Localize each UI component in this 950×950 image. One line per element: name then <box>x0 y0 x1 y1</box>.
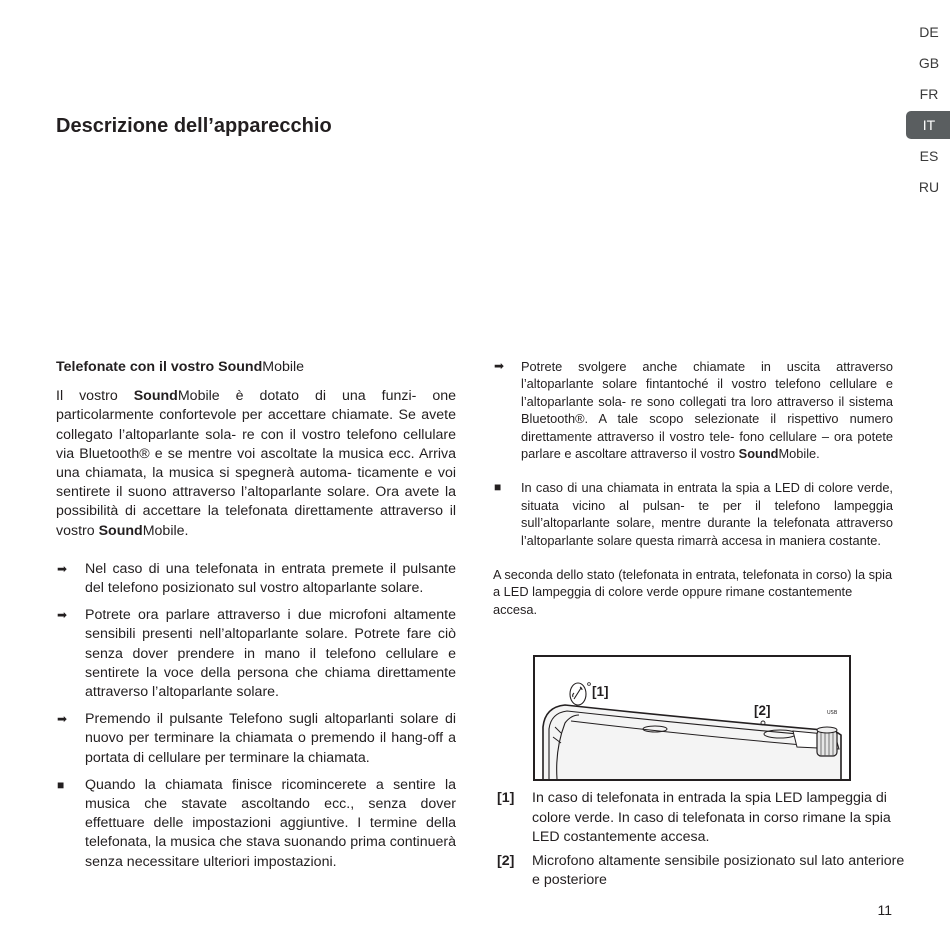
arrow-right-icon: ➡ <box>57 712 68 727</box>
figure-legend <box>497 789 907 895</box>
lang-tab-ru[interactable]: RU <box>918 179 940 195</box>
lang-tab-fr[interactable]: FR <box>919 86 939 102</box>
arrow-right-icon: ➡ <box>494 359 505 373</box>
callout-label-1: [1] <box>592 684 609 699</box>
arrow-right-icon: ➡ <box>57 561 68 576</box>
language-tabs <box>906 18 950 204</box>
lang-tab-gb[interactable]: GB <box>918 55 940 71</box>
intro-text-1: Il vostro <box>56 388 134 405</box>
square-bullet-icon: ■ <box>57 777 65 792</box>
list-item-text: Nel caso di una telefonata in entrata premete il pulsante del telefono posizionato sul vostro altoparlante solare. <box>85 560 456 597</box>
led-summary-paragraph: A seconda dello stato (telefonata in entrata, telefonata in corso) la spia a LED lampeggia di colore verde oppure rimane costantemente accesa. <box>493 567 893 617</box>
list-item-text: Quando la chiamata finisce ricomincerete a sentire la musica che stavate ascoltando ecc., senza dover effettuare delle impostazioni aggiuntive. I termine della telefonata, la musica che stava suonando prima continuerà senza necessitare ulteriori impostazioni. <box>85 776 456 870</box>
intro-text-2: Mobile è dotato di una funzi- one particolarmente confortevole per accettare chiamate. Se avete collegato l’altoparlante sola- re con il vostro telefono cellulare via Bluetooth® e se mentre voi ascoltate la musica ecc. Arriva una chiamata, la musica si spegnerà automa- ticamente e voi sentirete il suono attraverso l’altoparlante solare. Ora avete la possibilità di accettare la telefonata direttamente attraverso il vostro <box>56 388 456 539</box>
legend-key: [2] <box>497 852 515 869</box>
lang-tab-de[interactable]: DE <box>919 24 939 40</box>
list-item-text-end: Mobile. <box>778 446 820 462</box>
list-item-text: In caso di una chiamata in entrata la spia a LED di colore verde, situata vicino al pulsan- te per il telefono lampeggia sull’altoparlante solare, mentre durante la telefonata attraverso l’altoparlante solare questa rimarrà accesa in maniera costante. <box>521 480 893 548</box>
list-item <box>56 710 456 768</box>
right-column <box>493 358 893 618</box>
legend-item <box>497 852 907 891</box>
page-number: 11 <box>877 902 892 918</box>
device-drawing <box>535 657 849 779</box>
list-item <box>493 479 893 549</box>
lang-tab-it[interactable]: IT <box>906 111 950 139</box>
list-item-text: Premendo il pulsante Telefono sugli altoparlanti solare di nuovo per terminare la chiamata o premendo il hang-off a portata di cellulare per terminare la chiamata. <box>85 711 456 766</box>
callout-label-2: [2] <box>754 703 771 718</box>
list-item <box>56 560 456 598</box>
list-item <box>493 358 893 462</box>
list-item <box>56 606 456 702</box>
square-bullet-icon: ■ <box>494 480 502 495</box>
list-item-text: Potrete ora parlare attraverso i due microfoni altamente sensibili presenti nell’altoparlante solare. Potrete fare ciò senza dover prendere in mano il telefono cellulare e sentirete la voce della persona che chiama direttamente attraverso l’altoparlante solare. <box>85 607 456 701</box>
intro-text-3: Mobile. <box>142 522 189 539</box>
legend-text: In caso di telefonata in entrada la spia LED lampeggia di colore verde. In caso di telefonata in corso rimane la spia LED costantemente accesa. <box>532 790 891 845</box>
page-title: Descrizione dell’apparecchio <box>56 115 332 137</box>
device-illustration <box>533 655 851 781</box>
usb-label: USB <box>827 710 838 716</box>
intro-brand-1: Sound <box>133 388 178 405</box>
legend-item <box>497 789 907 848</box>
list-item-text: Potrete svolgere anche chiamate in uscita attraverso l’altoparlante solare fintantoché il vostro telefono cellulare e l’altoparlante sola- re sono collegati tra loro attraverso il sistema Bluetooth®. A tale scopo selezionate il rispettivo numero direttamente attraverso il vostro tele- fono cellulare – ora potete parlare e ascoltare attraverso il vostro <box>521 359 893 462</box>
section-title-part2: Mobile <box>262 359 305 375</box>
left-bullet-list <box>56 560 456 872</box>
lang-tab-es[interactable]: ES <box>919 148 939 164</box>
intro-brand-2: Sound <box>98 522 143 539</box>
left-column <box>56 358 456 880</box>
legend-key: [1] <box>497 790 515 806</box>
right-bullet-list <box>493 358 893 549</box>
arrow-right-icon: ➡ <box>57 608 68 623</box>
section-title-brand: Sound <box>218 359 263 375</box>
list-item <box>56 776 456 872</box>
section-title-part1: Telefonate con il vostro <box>56 359 219 375</box>
intro-paragraph <box>56 387 456 541</box>
legend-text: Microfono altamente sensibile posizionato sul lato anteriore e posteriore <box>532 852 905 888</box>
section-title <box>56 358 456 377</box>
list-item-brand: Sound <box>738 446 779 462</box>
